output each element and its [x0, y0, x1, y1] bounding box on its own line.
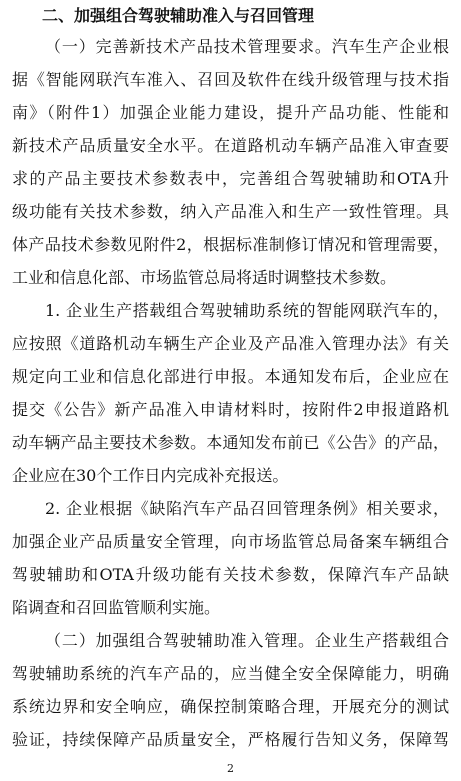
page-number: 2 — [227, 762, 234, 775]
paragraph-line: 企业应在30个工作日内完成补充报送。 — [12, 466, 289, 485]
section-heading: 二、加强组合驾驶辅助准入与召回管理 — [42, 6, 315, 25]
paragraph-line: 驾驶辅助和OTA升级功能有关技术参数，保障汽车产品缺 — [12, 565, 449, 584]
paragraph-line: 工业和信息化部、市场监管总局将适时调整技术参数。 — [12, 268, 397, 287]
paragraph-line: （一）完善新技术产品技术管理要求。汽车生产企业根 — [45, 37, 449, 56]
paragraph-line: 提交《公告》新产品准入申请材料时，按附件2申报道路机 — [12, 400, 449, 419]
paragraph-line: 规定向工业和信息化部进行申报。本通知发布后，企业应在 — [12, 367, 449, 386]
paragraph-line: 验证，持续保障产品质量安全，严格履行告知义务，保障驾 — [12, 730, 449, 749]
paragraph-line: 动车辆产品主要技术参数。本通知发布前已《公告》的产品， — [12, 433, 449, 452]
paragraph-line: 据《智能网联汽车准入、召回及软件在线升级管理与技术指 — [12, 70, 449, 89]
paragraph-line: （二）加强组合驾驶辅助准入管理。企业生产搭载组合 — [45, 631, 449, 650]
paragraph-line: 级功能有关技术参数，纳入产品准入和生产一致性管理。具 — [12, 202, 449, 221]
paragraph-line: 加强企业产品质量安全管理，向市场监管总局备案车辆组合 — [12, 532, 449, 551]
paragraph-line: 2. 企业根据《缺陷汽车产品召回管理条例》相关要求， — [45, 499, 449, 518]
paragraph-line: 1. 企业生产搭载组合驾驶辅助系统的智能网联汽车的， — [45, 301, 449, 320]
paragraph-line: 应按照《道路机动车辆生产企业及产品准入管理办法》有关 — [12, 334, 449, 353]
paragraph-line: 新技术产品质量安全水平。在道路机动车辆产品准入审查要 — [12, 136, 449, 155]
paragraph-line: 南》（附件1）加强企业能力建设，提升产品功能、性能和 — [12, 103, 449, 122]
paragraph-line: 驾驶辅助系统的汽车产品的，应当健全安全保障能力，明确 — [12, 664, 449, 683]
paragraph-line: 系统边界和安全响应，确保控制策略合理，开展充分的测试 — [12, 697, 449, 716]
paragraph-line: 体产品技术参数见附件2，根据标准制修订情况和管理需要， — [12, 235, 449, 254]
paragraph-line: 求的产品主要技术参数表中，完善组合驾驶辅助和OTA升 — [12, 169, 449, 188]
paragraph-line: 陷调查和召回监管顺利实施。 — [12, 598, 221, 617]
